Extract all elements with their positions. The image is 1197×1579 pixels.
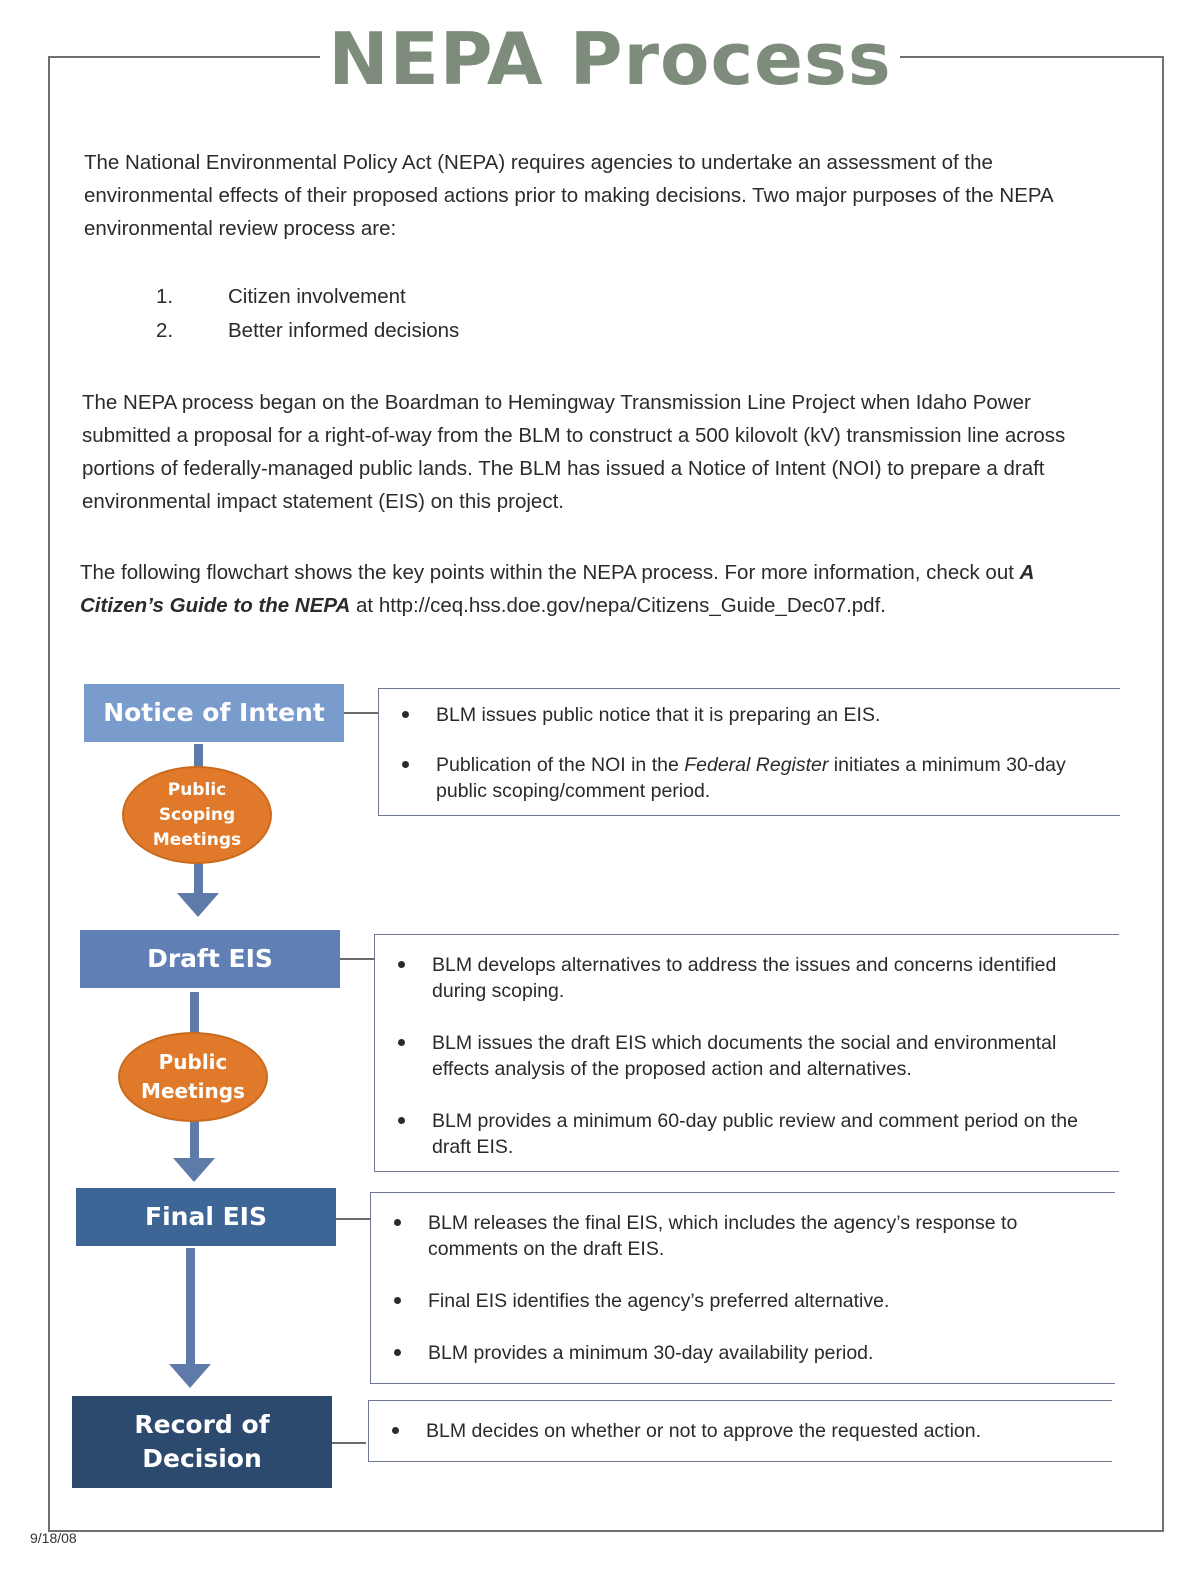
- stage-label: Record of Decision: [134, 1410, 270, 1473]
- note-item: BLM provides a minimum 60-day public review and comment period on the draft EIS.: [378, 1108, 1088, 1160]
- note-item: Final EIS identifies the agency’s preferred alternative.: [374, 1288, 1074, 1314]
- oval-public-meetings: [118, 1032, 268, 1122]
- stage-final-eis: [76, 1188, 336, 1246]
- list-number: 1.: [156, 285, 174, 308]
- connector-line: [332, 1442, 366, 1444]
- flowchart-intro-lead: The following flowchart shows the key points within the NEPA process. For more information, check out: [80, 561, 1014, 584]
- guide-at: at: [356, 594, 374, 617]
- note-item: BLM releases the final EIS, which includes the agency’s response to comments on the draft EIS.: [374, 1210, 1074, 1262]
- note-item: BLM issues the draft EIS which documents the social and environmental effects analysis of the proposed action and alternatives.: [378, 1030, 1088, 1082]
- purposes-list: [156, 280, 459, 348]
- list-text: Better informed decisions: [228, 319, 460, 342]
- list-item: [156, 280, 459, 314]
- note-item: [382, 752, 1082, 804]
- stage-label: Final EIS: [145, 1202, 267, 1231]
- stage-record-of-decision: [72, 1396, 332, 1488]
- stage-draft-eis: [80, 930, 340, 988]
- list-text: Citizen involvement: [228, 285, 406, 308]
- meeting-label: Public Meetings: [141, 1050, 245, 1103]
- notes-list-noi: [382, 702, 1082, 830]
- oval-public-scoping-meetings: [122, 766, 272, 864]
- flow-arrow-head-icon: [173, 1158, 215, 1182]
- note-item: BLM develops alternatives to address the issues and concerns identified during scoping.: [378, 952, 1088, 1004]
- note-text: Publication of the NOI in the: [436, 754, 685, 776]
- note-item: BLM provides a minimum 30-day availability period.: [374, 1340, 1074, 1366]
- note-emphasis: Federal Register: [684, 754, 829, 776]
- intro-paragraph: The National Environmental Policy Act (NEPA) requires agencies to undertake an assessment of the environmental effects of their proposed actions prior to making decisions. Two major purposes of the NEPA environmental review process are:: [84, 151, 1053, 240]
- guide-link[interactable]: http://ceq.hss.doe.gov/nepa/Citizens_Guide_Dec07.pdf.: [378, 594, 886, 617]
- note-text: initiates a minimum 30-day public scoping/comment period.: [436, 754, 1066, 802]
- meeting-label: Public Scoping Meetings: [152, 779, 242, 850]
- page-title: NEPA Process: [320, 18, 900, 100]
- flow-arrow-shaft: [186, 1248, 195, 1366]
- connector-line: [340, 958, 374, 960]
- flow-arrow-head-icon: [177, 893, 219, 917]
- notes-list-draft: [378, 952, 1088, 1186]
- project-paragraph: The NEPA process began on the Boardman to Hemingway Transmission Line Project when Idaho Power submitted a proposal for a right-of-way from the BLM to construct a 500 kilovolt (kV) transmission line across portions of federally-managed public lands. The BLM has issued a Notice of Intent (NOI) to prepare a draft environmental impact statement (EIS) on this project.: [82, 391, 1066, 513]
- stage-label: Draft EIS: [147, 944, 273, 973]
- notes-list-rod: [372, 1418, 1072, 1444]
- list-item: [156, 314, 459, 348]
- stage-label: Notice of Intent: [103, 698, 325, 727]
- note-item: BLM decides on whether or not to approve the requested action.: [372, 1418, 1072, 1444]
- connector-line: [344, 712, 378, 714]
- notes-list-final: [374, 1210, 1074, 1392]
- note-item: BLM issues public notice that it is preparing an EIS.: [382, 702, 1082, 728]
- flowchart-intro: [80, 556, 1080, 622]
- flow-arrow-head-icon: [169, 1364, 211, 1388]
- connector-line: [336, 1218, 370, 1220]
- footer-date: 9/18/08: [30, 1530, 77, 1546]
- list-number: 2.: [156, 319, 174, 342]
- guide-title: A Citizen’s Guide to the NEPA: [80, 561, 1034, 617]
- stage-notice-of-intent: [84, 684, 344, 742]
